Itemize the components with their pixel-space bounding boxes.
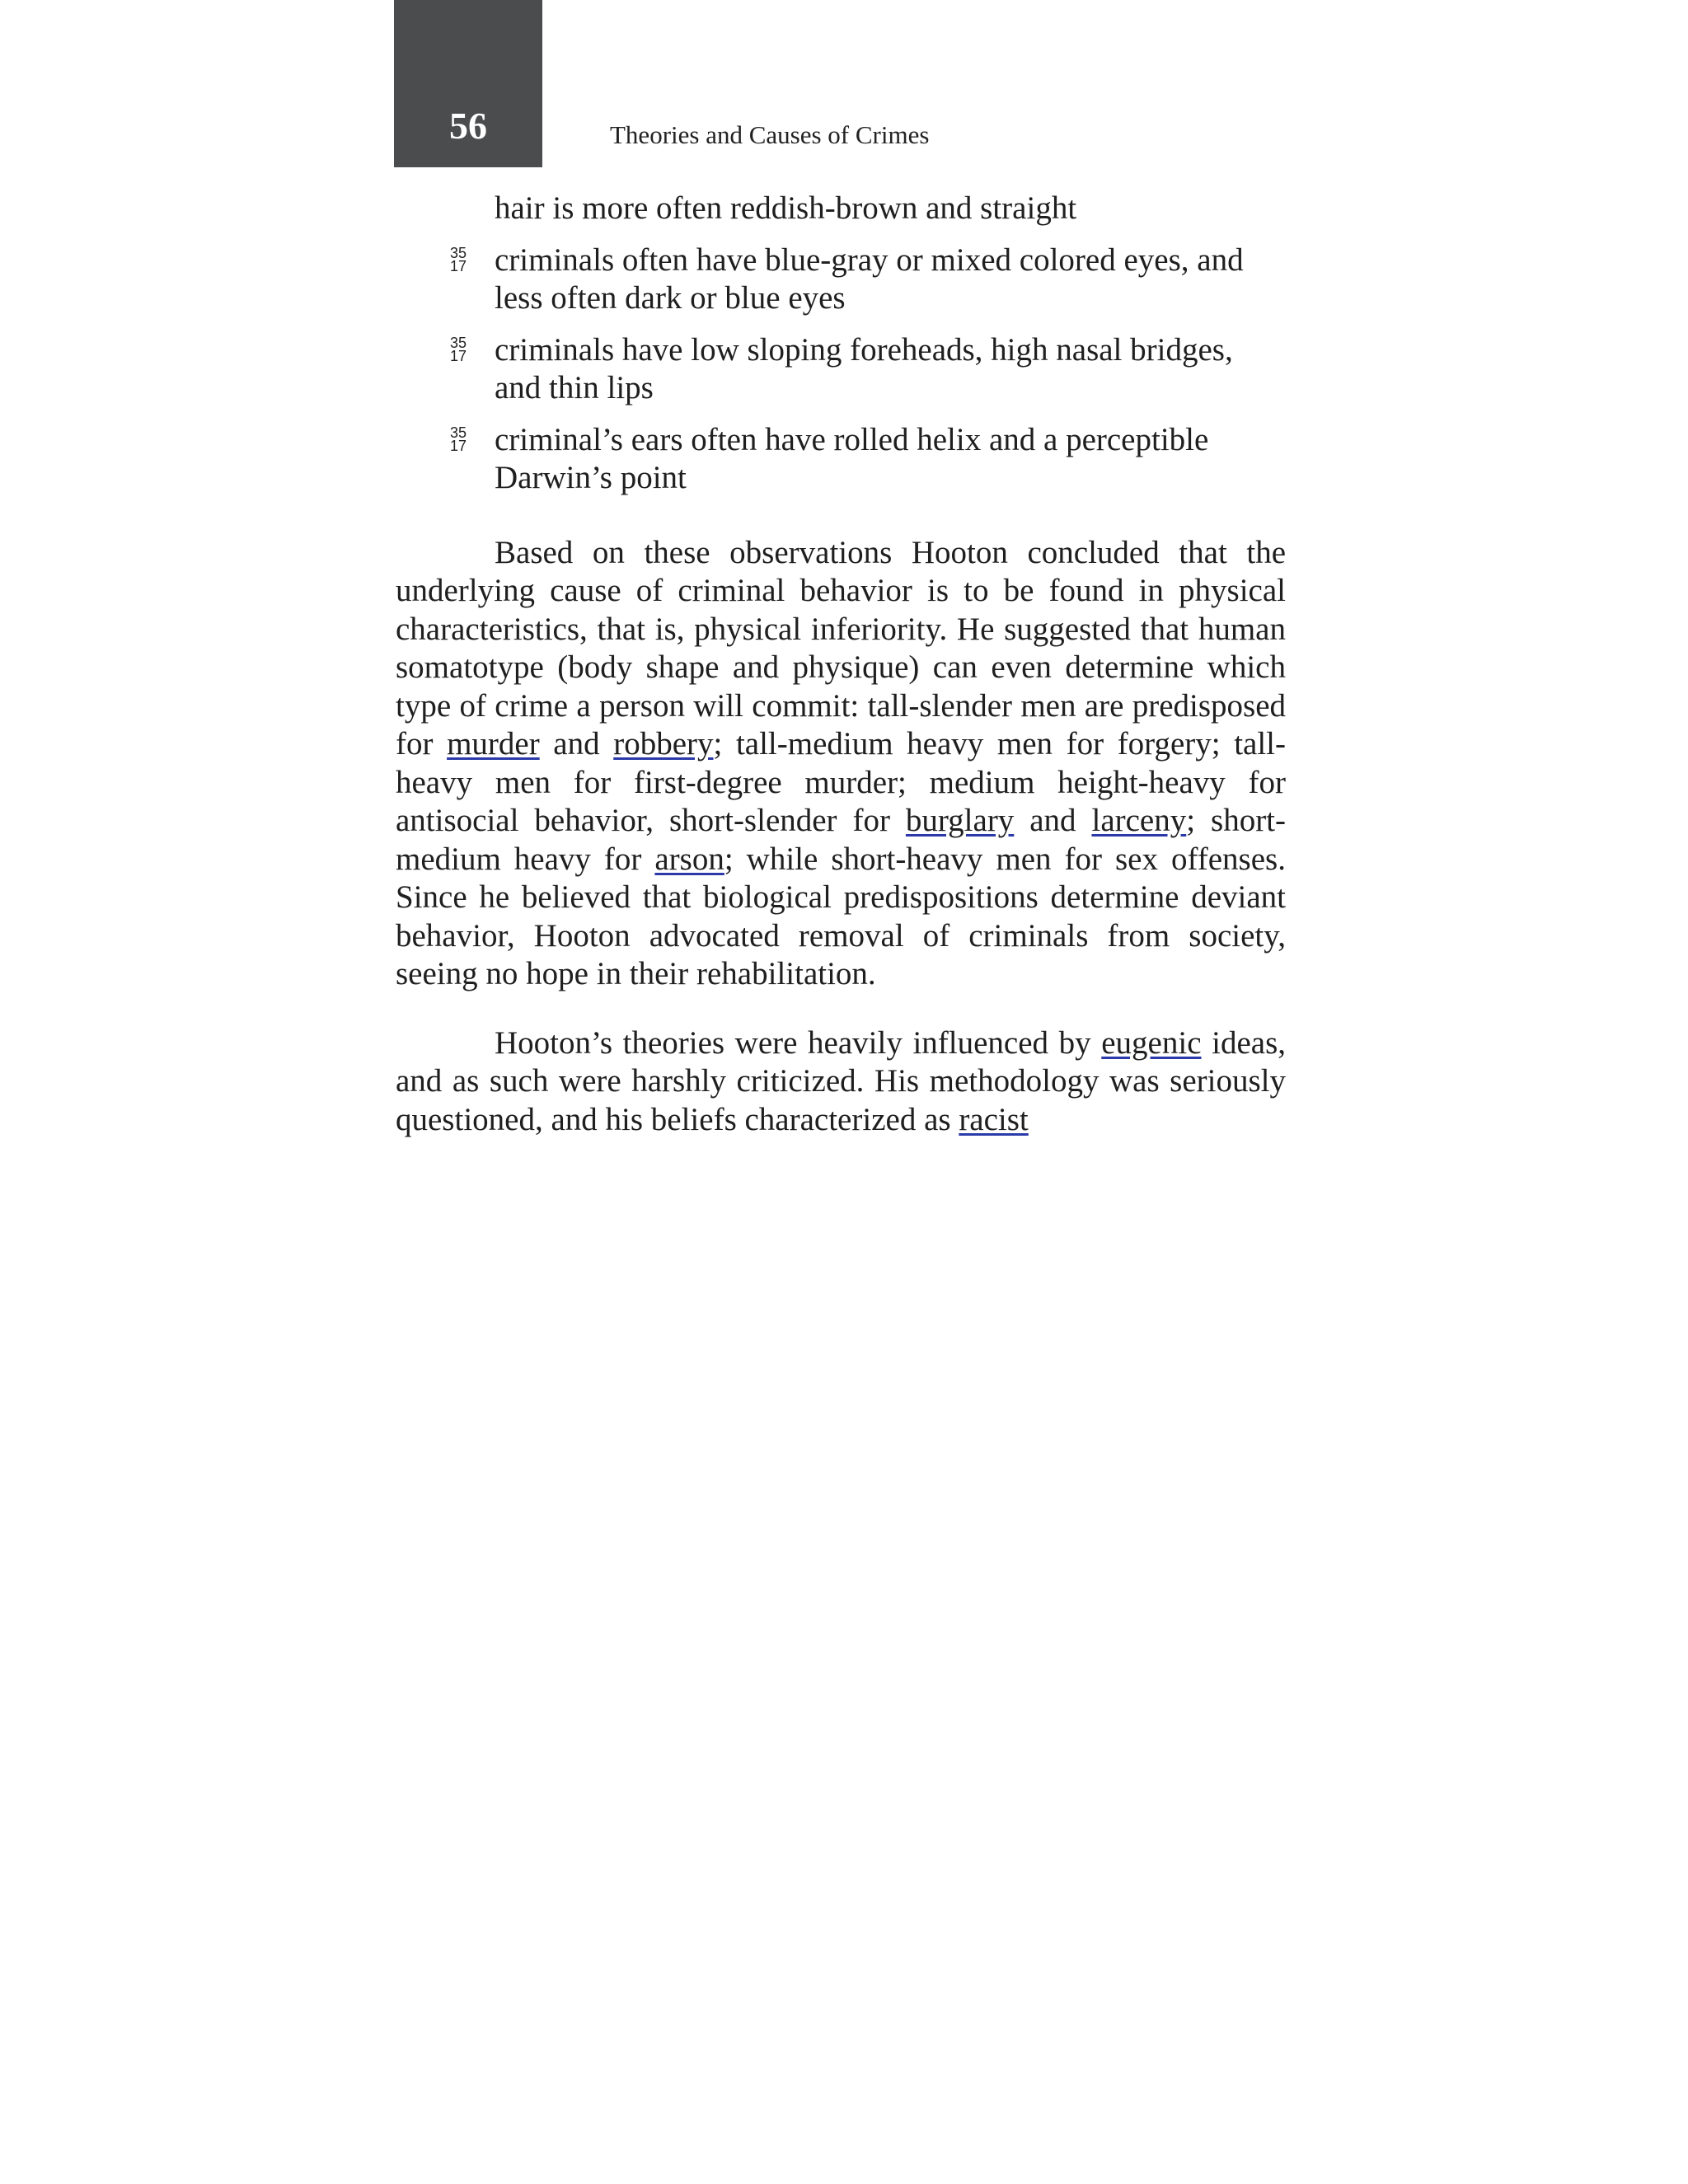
list-item	[396, 241, 1286, 318]
list-marker	[447, 426, 470, 452]
link-robbery[interactable]: robbery	[613, 726, 714, 762]
list-item	[396, 421, 1286, 498]
link-eugenic[interactable]: eugenic	[1101, 1024, 1202, 1061]
list-item-text: criminals have low sloping foreheads, high nasal bridges, and thin lips	[495, 331, 1233, 405]
list-marker	[447, 246, 470, 273]
list-item-text: hair is more often reddish-brown and straight	[495, 190, 1077, 226]
page-number-tab	[394, 0, 542, 167]
list-item-continued	[396, 190, 1286, 228]
link-arson[interactable]: arson	[654, 841, 724, 877]
paragraph-text: ; short- medium heavy for	[396, 803, 1287, 877]
running-head: Theories and Causes of Crimes	[610, 120, 930, 149]
list-marker-top: 35	[449, 244, 467, 261]
link-racist[interactable]: racist	[959, 1101, 1029, 1137]
paragraph-hooton-criticism	[396, 1024, 1286, 1140]
paragraph-text: ideas, and as such were harshly criticized. His methodology was seriously questioned, and his beliefs characterized as	[396, 1024, 1287, 1137]
list-item	[396, 331, 1286, 408]
page-body	[396, 190, 1286, 1139]
paragraph-text: Based on these observations Hooton concluded that the underlying cause of criminal behavior is to be found in physical characteristics, that is, physical inferiority. He suggested that human somatotype (body shape and physique) can even determine which type of crime a person will commit: tall-slender men are predisposed for	[396, 534, 1286, 762]
paragraph-text: ; tall-medium heavy men for forgery; tall- heavy men for first-degree murder; medium height-heavy for antisocial behavior, short-slender for	[396, 726, 1287, 838]
page-number: 56	[449, 105, 487, 147]
list-marker-top: 35	[449, 424, 467, 441]
link-burglary[interactable]: burglary	[905, 803, 1015, 838]
list-item-text: criminal’s ears often have rolled helix and a perceptible Darwin’s point	[495, 421, 1209, 495]
paragraph-text: ; while short-heavy men for sex offenses. Since he believed that biological predispositions determine deviant behavior, Hooton advocated removal of criminals from society, seeing no hope in their rehabilitation.	[396, 841, 1286, 991]
paragraph-text: and	[539, 726, 614, 762]
paragraph-hooton-conclusion	[396, 534, 1286, 994]
list-marker	[447, 336, 470, 363]
list-marker-top: 35	[449, 334, 467, 351]
paragraph-text: Hooton’s theories were heavily influenced by	[495, 1024, 1102, 1061]
link-murder[interactable]: murder	[447, 726, 540, 762]
link-larceny[interactable]: larceny	[1091, 803, 1187, 838]
list-marker-bottom: 17	[449, 347, 467, 364]
list-item-text: criminals often have blue-gray or mixed colored eyes, and less often dark or blue eyes	[495, 241, 1244, 316]
list-marker-bottom: 17	[449, 257, 467, 274]
list-marker-bottom: 17	[449, 437, 467, 454]
paragraph-text: and	[1014, 803, 1092, 838]
